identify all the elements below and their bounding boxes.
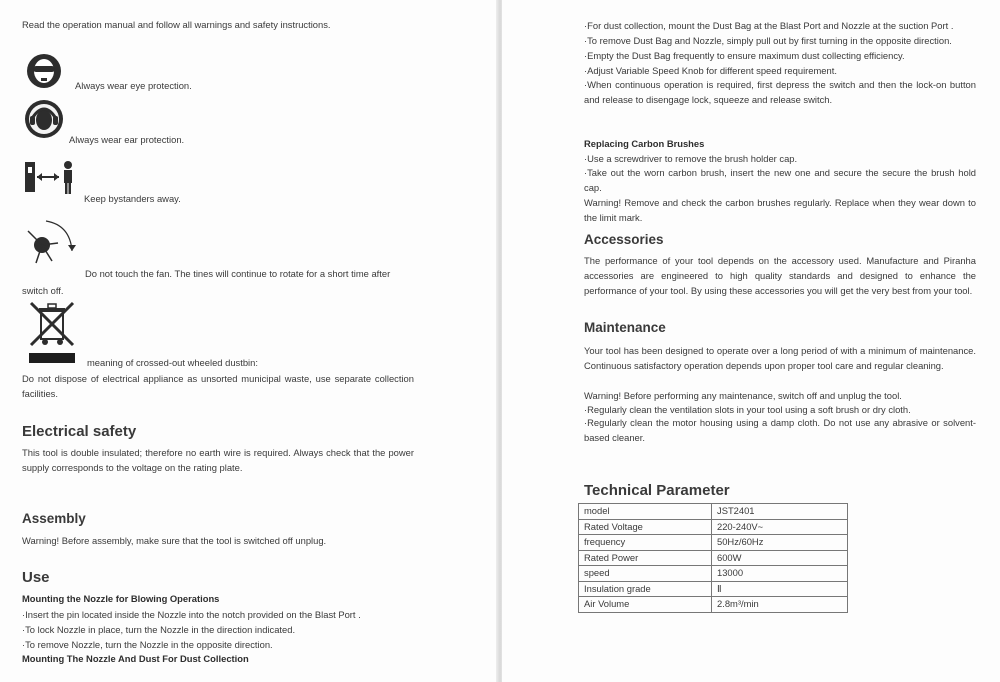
nozzle-line: ·To remove Nozzle, turn the Nozzle in the opposite direction. [22, 639, 273, 650]
fan-warning-line1: Do not touch the fan. The tines will continue to rotate for a short time after [85, 268, 391, 279]
electrical-safety-text: This tool is double insulated; therefore no earth wire is required. Always check that the power supply corresponds to the voltage on the rating plate. [22, 447, 414, 473]
crossed-out-dustbin-icon [27, 301, 77, 365]
param-value-cell: 2.8m³/min [712, 597, 848, 613]
param-name-cell: speed [579, 566, 712, 582]
eye-protection-icon [26, 53, 62, 89]
param-name-cell: Rated Power [579, 550, 712, 566]
table-row [579, 535, 848, 551]
nozzle-line: ·To lock Nozzle in place, turn the Nozzle in the direction indicated. [22, 624, 296, 635]
table-row [579, 504, 848, 520]
ear-protection-icon [24, 99, 64, 139]
left-page [0, 0, 498, 682]
keep-bystanders-away-icon [24, 159, 76, 195]
maintenance-text: Your tool has been designed to operate over a long period of with a minimum of maintenance. Continuous satisfactory operation depends upon proper tool care and regular cleaning. [584, 345, 976, 371]
bystanders-label: Keep bystanders away. [84, 193, 181, 204]
technical-parameter-heading: Technical Parameter [584, 482, 730, 499]
param-value-cell: 13000 [712, 566, 848, 582]
brushes-warning: Warning! Remove and check the carbon brushes regularly. Replace when they wear down to the limit mark. [584, 197, 976, 223]
carbon-brushes-heading: Replacing Carbon Brushes [584, 138, 705, 149]
param-name-cell: Air Volume [579, 597, 712, 613]
ear-protection-label: Always wear ear protection. [69, 134, 185, 145]
table-row [579, 566, 848, 582]
technical-parameter-table [578, 503, 848, 613]
param-value-cell: JST2401 [712, 504, 848, 520]
param-name-cell: frequency [579, 535, 712, 551]
nozzle-heading: Mounting the Nozzle for Blowing Operations [22, 593, 220, 604]
right-page [502, 0, 1000, 682]
continuous-operation-text: ·When continuous operation is required, first depress the switch and then the lock-on button and release to disengage lock, squeeze and release switch. [584, 79, 976, 105]
param-name-cell: Insulation grade [579, 581, 712, 597]
dust-line: ·For dust collection, mount the Dust Bag at the Blast Port and Nozzle at the suction Port . [584, 20, 954, 31]
dustbin-text: Do not dispose of electrical appliance as unsorted municipal waste, use separate collection facilities. [22, 373, 414, 399]
table-row [579, 550, 848, 566]
eye-protection-label: Always wear eye protection. [75, 80, 192, 91]
maintenance-text-2: ·Regularly clean the motor housing using a damp cloth. Do not use any abrasive or solvent- based cleaner. [584, 417, 976, 443]
dustbin-meaning: meaning of crossed-out wheeled dustbin: [87, 357, 258, 368]
intro-text: Read the operation manual and follow all warnings and safety instructions. [22, 19, 331, 30]
table-row [579, 519, 848, 535]
param-value-cell: 50Hz/60Hz [712, 535, 848, 551]
dust-line: ·To remove Dust Bag and Nozzle, simply pull out by first turning in the opposite direction. [584, 35, 952, 46]
brushes-text: ·Take out the worn carbon brush, insert the new one and secure the secure the brush hold cap. [584, 167, 976, 193]
param-value-cell: 220-240V~ [712, 519, 848, 535]
accessories-heading: Accessories [584, 232, 664, 247]
do-not-touch-fan-icon [22, 215, 80, 271]
param-name-cell: Rated Voltage [579, 519, 712, 535]
maintenance-warning: Warning! Before performing any maintenance, switch off and unplug the tool. [584, 390, 902, 401]
param-name-cell: model [579, 504, 712, 520]
dust-line: ·Empty the Dust Bag frequently to ensure maximum dust collecting efficiency. [584, 50, 905, 61]
table-row [579, 581, 848, 597]
maintenance-line: ·Regularly clean the ventilation slots in your tool using a soft brush or dry cloth. [584, 404, 911, 415]
param-value-cell: 600W [712, 550, 848, 566]
dust-collection-heading: Mounting The Nozzle And Dust For Dust Collection [22, 653, 249, 664]
assembly-heading: Assembly [22, 511, 86, 526]
accessories-text: The performance of your tool depends on the accessory used. Manufacture and Piranha accessories are engineered to high quality standards and designed to enhance the performance of your tool. By using these accessories you will get the very best from your tool. [584, 255, 976, 296]
maintenance-heading: Maintenance [584, 320, 666, 335]
fan-warning-line2: switch off. [22, 285, 64, 296]
param-value-cell: Ⅱ [712, 581, 848, 597]
nozzle-line: ·Insert the pin located inside the Nozzle into the notch provided on the Blast Port . [22, 609, 361, 620]
table-row [579, 597, 848, 613]
assembly-text: Warning! Before assembly, make sure that the tool is switched off unplug. [22, 535, 327, 546]
electrical-safety-heading: Electrical safety [22, 423, 137, 440]
dust-line: ·Adjust Variable Speed Knob for different speed requirement. [584, 65, 837, 76]
use-heading: Use [22, 569, 50, 586]
brushes-line: ·Use a screwdriver to remove the brush holder cap. [584, 153, 798, 164]
